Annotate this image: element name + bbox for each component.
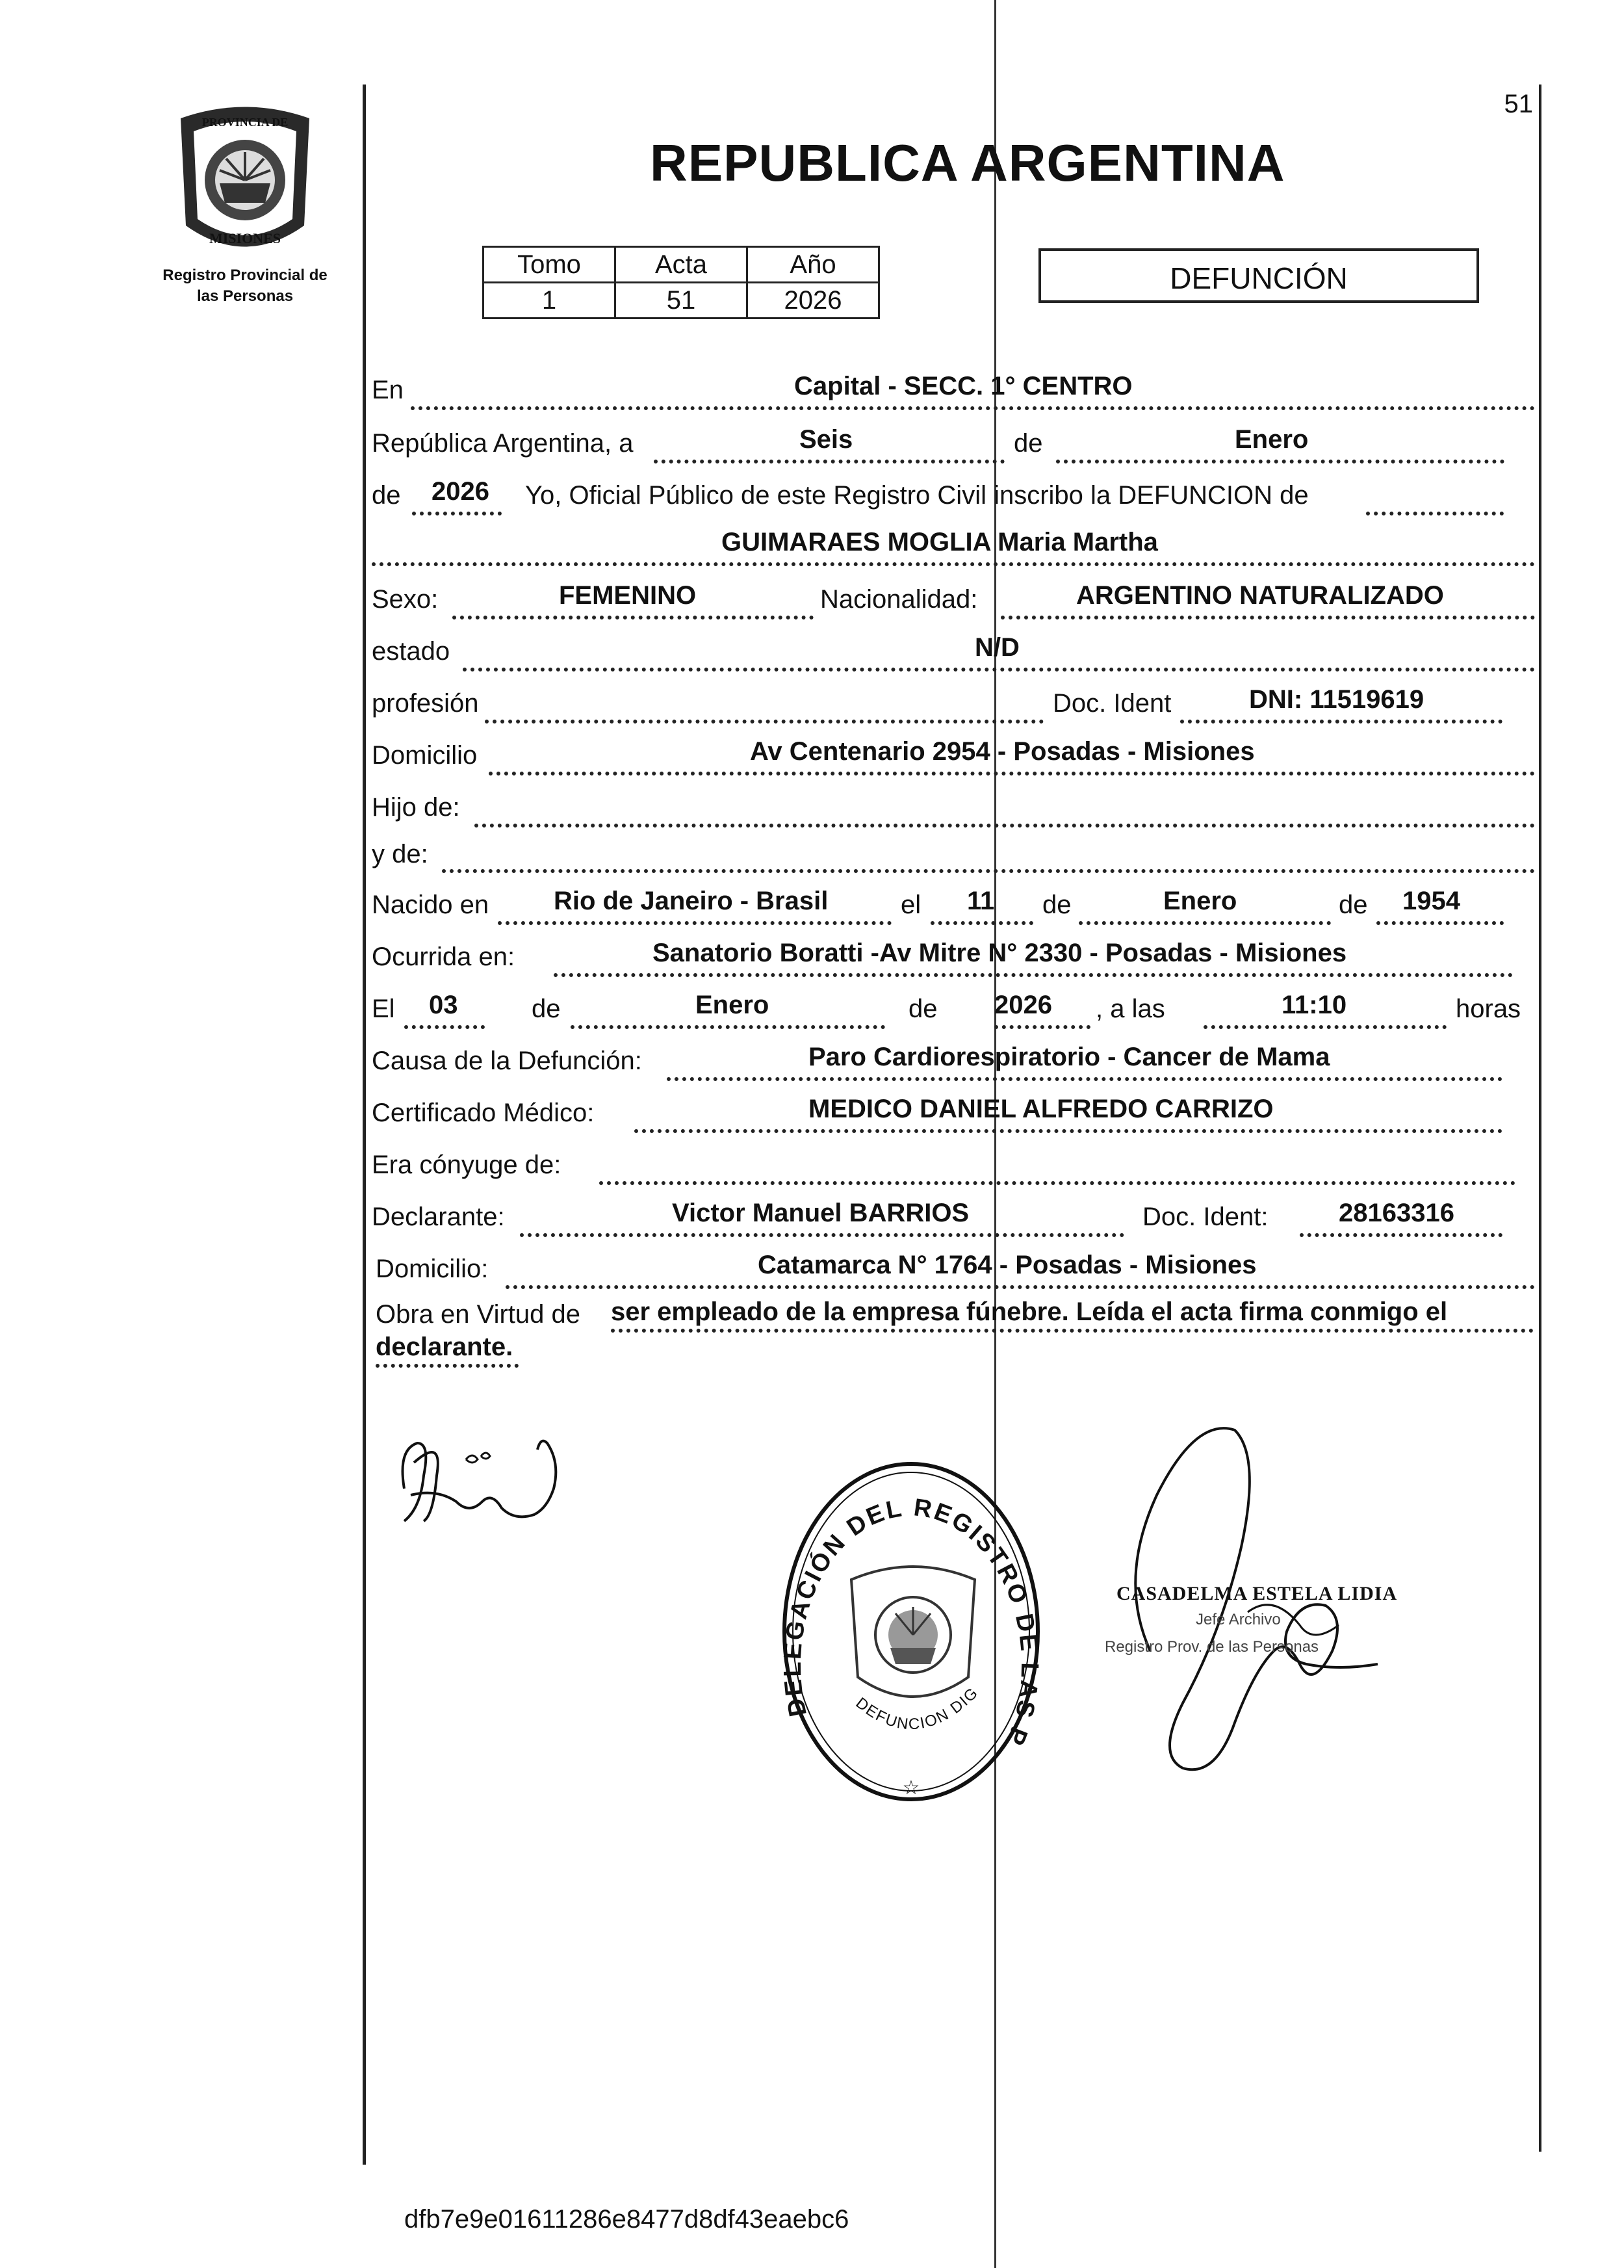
el-month: Enero [695, 991, 769, 1019]
el-day-line [404, 1025, 485, 1029]
sexo-line [452, 616, 814, 619]
el-horas-label: horas [1456, 995, 1521, 1023]
nacionalidad-line [1001, 616, 1535, 619]
el-de2-label: de [909, 995, 938, 1023]
obra-value-line1: ser empleado de la empresa fúnebre. Leída el acta firma conmigo el [611, 1297, 1448, 1326]
nacionalidad-label: Nacionalidad: [820, 585, 978, 614]
doc-ident-label: Doc. Ident [1053, 689, 1172, 718]
y-de-line [442, 869, 1535, 873]
domicilio2-value: Catamarca N° 1764 - Posadas - Misiones [758, 1251, 1257, 1279]
registry-line2: las Personas [196, 287, 294, 305]
conyuge-line [599, 1181, 1515, 1185]
stamp-outer-text: DELEGACIÓN DEL REGISTRO DE LAS P [779, 1494, 1044, 1751]
domicilio-line [489, 772, 1535, 776]
fecha-month: Enero [1235, 425, 1309, 454]
left-margin-rule [363, 85, 366, 2165]
declarante-line [520, 1233, 1124, 1237]
nacido-day-line [931, 921, 1033, 925]
declarante-label: Declarante: [372, 1203, 505, 1231]
anio-end-line [1366, 512, 1504, 515]
estado-label: estado [372, 637, 450, 666]
ref-value-tomo: 1 [483, 283, 615, 319]
stamp-seal-icon [838, 1554, 988, 1716]
sexo-label: Sexo: [372, 585, 439, 614]
nacido-year-line [1376, 921, 1504, 925]
el-time-line [1204, 1025, 1447, 1029]
ref-header-acta: Acta [615, 247, 747, 283]
domicilio2-line [506, 1285, 1535, 1289]
el-year: 2026 [994, 991, 1052, 1019]
obra-value-line2: declarante. [376, 1333, 513, 1361]
el-time: 11:10 [1282, 991, 1347, 1019]
profesion-line [485, 720, 1044, 723]
fecha-month-line [1056, 460, 1504, 463]
causa-value: Paro Cardiorespiratorio - Cancer de Mama [808, 1043, 1330, 1071]
seal-top-text: PROVINCIA DE [201, 116, 289, 129]
el-alas-label: , a las [1096, 995, 1165, 1023]
officer-role: Jefe Archivo [1196, 1611, 1281, 1628]
scan-fold-line [994, 0, 996, 2268]
profesion-label: profesión [372, 689, 479, 718]
record-type-box: DEFUNCIÓN [1038, 248, 1479, 303]
doc-ident-value: DNI: 11519619 [1249, 685, 1424, 714]
anio-year: 2026 [432, 477, 489, 506]
nacionalidad-value: ARGENTINO NATURALIZADO [1076, 581, 1444, 610]
ref-header-tomo: Tomo [483, 247, 615, 283]
domicilio-value: Av Centenario 2954 - Posadas - Misiones [750, 737, 1255, 766]
ocurrida-line [554, 973, 1513, 977]
nacido-year: 1954 [1402, 887, 1460, 915]
obra-line2 [376, 1364, 519, 1368]
obra-line1 [611, 1329, 1534, 1333]
causa-line [667, 1077, 1502, 1081]
ref-value-anio: 2026 [747, 283, 879, 319]
domicilio-label: Domicilio [372, 741, 478, 770]
registry-label [138, 265, 352, 307]
sexo-value: FEMENINO [559, 581, 697, 610]
page-number: 51 [1504, 90, 1533, 118]
nombre-line [372, 562, 1535, 566]
nacido-de2-label: de [1339, 891, 1368, 919]
hijo-de-label: Hijo de: [372, 793, 460, 822]
fecha-day: Seis [799, 425, 853, 454]
declarant-signature-icon [385, 1424, 580, 1541]
anio-text: Yo, Oficial Público de este Registro Civil inscribo la DEFUNCION de [525, 481, 1309, 510]
nacido-place: Rio de Janeiro - Brasil [554, 887, 829, 915]
officer-name: CASADELMA ESTELA LIDIA [1116, 1583, 1398, 1604]
page-title: REPUBLICA ARGENTINA [650, 134, 1285, 192]
hijo-de-line [474, 824, 1535, 828]
stamp-inner-text: DEFUNCION DIG [852, 1684, 983, 1734]
el-month-line [571, 1025, 885, 1029]
conyuge-label: Era cónyuge de: [372, 1151, 561, 1179]
reference-table [482, 246, 880, 319]
ocurrida-label: Ocurrida en: [372, 943, 515, 971]
certificado-label: Certificado Médico: [372, 1099, 595, 1127]
certificado-line [634, 1129, 1502, 1133]
ocurrida-value: Sanatorio Boratti -Av Mitre N° 2330 - Posadas - Misiones [652, 939, 1347, 967]
nacido-label: Nacido en [372, 891, 489, 919]
en-value: Capital - SECC. 1° CENTRO [794, 372, 1133, 400]
ref-value-acta: 51 [615, 283, 747, 319]
estado-line [463, 668, 1535, 671]
fecha-day-line [654, 460, 1005, 463]
el-year-line [994, 1025, 1090, 1029]
nacido-month-line [1079, 921, 1331, 925]
declarante-value: Victor Manuel BARRIOS [672, 1199, 970, 1227]
declarante-doc-line [1300, 1233, 1502, 1237]
en-line [411, 406, 1535, 410]
registry-line1: Registro Provincial de [162, 267, 328, 284]
fecha-label: República Argentina, a [372, 429, 634, 458]
estado-value: N/D [975, 633, 1020, 662]
doc-ident-line [1180, 720, 1502, 723]
declarante-doc-label: Doc. Ident: [1142, 1203, 1269, 1231]
y-de-label: y de: [372, 840, 428, 868]
nacido-de1-label: de [1042, 891, 1072, 919]
officer-office: Registro Prov. de las Personas [1105, 1638, 1319, 1656]
stamp-star-icon: ☆ [902, 1777, 920, 1799]
nacido-day: 11 [967, 887, 995, 915]
el-de1-label: de [532, 995, 561, 1023]
nacido-month: Enero [1163, 887, 1237, 915]
en-label: En [372, 376, 404, 404]
obra-label: Obra en Virtud de [376, 1300, 581, 1329]
causa-label: Causa de la Defunción: [372, 1047, 642, 1075]
anio-label: de [372, 481, 401, 510]
deceased-name: GUIMARAES MOGLIA Maria Martha [721, 528, 1158, 556]
right-margin-rule [1539, 85, 1541, 2152]
document-hash: dfb7e9e01611286e8477d8df43eaebc6 [404, 2205, 849, 2234]
certificado-value: MEDICO DANIEL ALFREDO CARRIZO [808, 1095, 1274, 1123]
domicilio2-label: Domicilio: [376, 1255, 489, 1283]
el-label: El [372, 995, 395, 1023]
seal-bottom-text: MISIONES [209, 230, 281, 246]
nacido-el-label: el [901, 891, 922, 919]
fecha-de-label: de [1014, 429, 1043, 458]
declarante-doc-value: 28163316 [1339, 1199, 1454, 1227]
anio-line [412, 512, 502, 515]
province-seal-icon [168, 99, 322, 258]
el-day: 03 [429, 991, 458, 1019]
ref-header-anio: Año [747, 247, 879, 283]
nacido-place-line [498, 921, 892, 925]
